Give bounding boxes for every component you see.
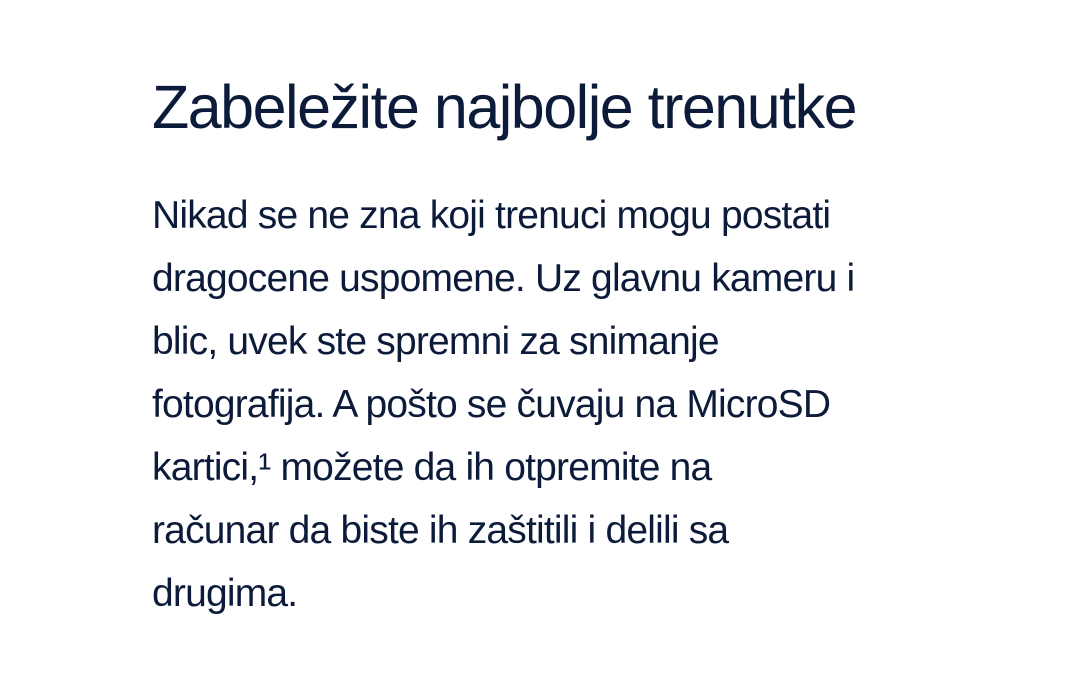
paragraph-line: fotografija. A pošto se čuvaju na MicroSD [152,383,831,426]
section-paragraph [152,184,952,625]
paragraph-line: kartici,¹ možete da ih otpremite na [152,446,712,489]
content-section [152,72,952,625]
section-heading: Zabeležite najbolje trenutke [152,73,857,141]
paragraph-line: drugima. [152,572,298,615]
paragraph-line: blic, uvek ste spremni za snimanje [152,320,719,363]
paragraph-line: dragocene uspomene. Uz glavnu kameru i [152,257,855,300]
paragraph-line: Nikad se ne zna koji trenuci mogu postati [152,194,831,237]
paragraph-line: računar da biste ih zaštitili i delili sa [152,509,729,552]
